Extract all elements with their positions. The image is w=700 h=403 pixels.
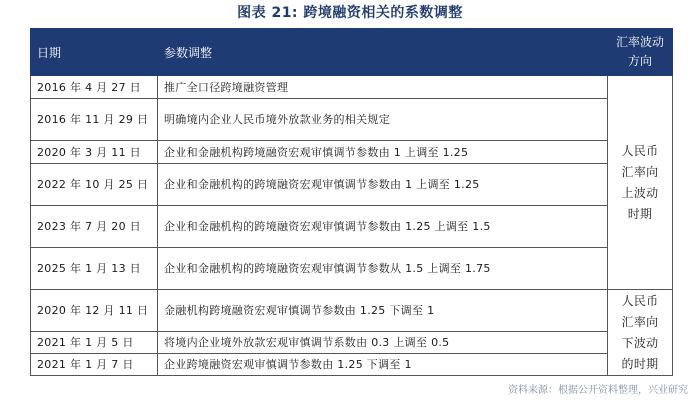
source-note: 资料来源：根据公开资料整理，兴业研究 <box>508 385 688 396</box>
row-date: 2023 年 7 月 20 日 <box>31 206 158 248</box>
row-adjustment: 企业和金融机构的跨境融资宏观审慎调节参数从 1.5 上调至 1.75 <box>158 248 608 290</box>
direction-up-cell: 人民币汇率向上波动时期 <box>608 76 673 290</box>
table-row <box>31 332 673 354</box>
table-row <box>31 354 673 376</box>
row-date: 2016 年 11 月 29 日 <box>31 99 158 141</box>
row-adjustment: 将境内企业境外放款宏观审慎调节系数由 0.3 上调至 0.5 <box>158 332 608 354</box>
table-row <box>31 248 673 290</box>
table-row <box>31 99 673 141</box>
row-date: 2025 年 1 月 13 日 <box>31 248 158 290</box>
table-row <box>31 141 673 164</box>
direction-down-cell: 人民币汇率向下波动的时期 <box>608 290 673 376</box>
row-adjustment: 企业和金融机构跨境融资宏观审慎调节参数由 1 上调至 1.25 <box>158 141 608 164</box>
table-row <box>31 164 673 206</box>
table-header-row <box>31 29 673 76</box>
row-date: 2021 年 1 月 7 日 <box>31 354 158 376</box>
row-date: 2020 年 12 月 11 日 <box>31 290 158 332</box>
table-row <box>31 76 673 99</box>
parameter-adjustment-table <box>30 28 673 376</box>
chart-title: 图表 21: 跨境融资相关的系数调整 <box>237 5 463 21</box>
row-adjustment: 企业和金融机构的跨境融资宏观审慎调节参数由 1 上调至 1.25 <box>158 164 608 206</box>
header-direction: 汇率波动方向 <box>608 29 673 76</box>
row-adjustment: 推广全口径跨境融资管理 <box>158 76 608 99</box>
row-adjustment: 企业跨境融资宏观审慎调节参数由 1.25 下调至 1 <box>158 354 608 376</box>
header-adjustment: 参数调整 <box>158 29 608 76</box>
row-adjustment: 明确境内企业人民币境外放款业务的相关规定 <box>158 99 608 141</box>
table-row <box>31 206 673 248</box>
row-adjustment: 企业和金融机构的跨境融资宏观审慎调节参数由 1.25 上调至 1.5 <box>158 206 608 248</box>
row-date: 2021 年 1 月 5 日 <box>31 332 158 354</box>
table-row <box>31 290 673 332</box>
row-date: 2016 年 4 月 27 日 <box>31 76 158 99</box>
row-date: 2020 年 3 月 11 日 <box>31 141 158 164</box>
row-adjustment: 金融机构跨境融资宏观审慎调节参数由 1.25 下调至 1 <box>158 290 608 332</box>
row-date: 2022 年 10 月 25 日 <box>31 164 158 206</box>
header-date: 日期 <box>31 29 158 76</box>
